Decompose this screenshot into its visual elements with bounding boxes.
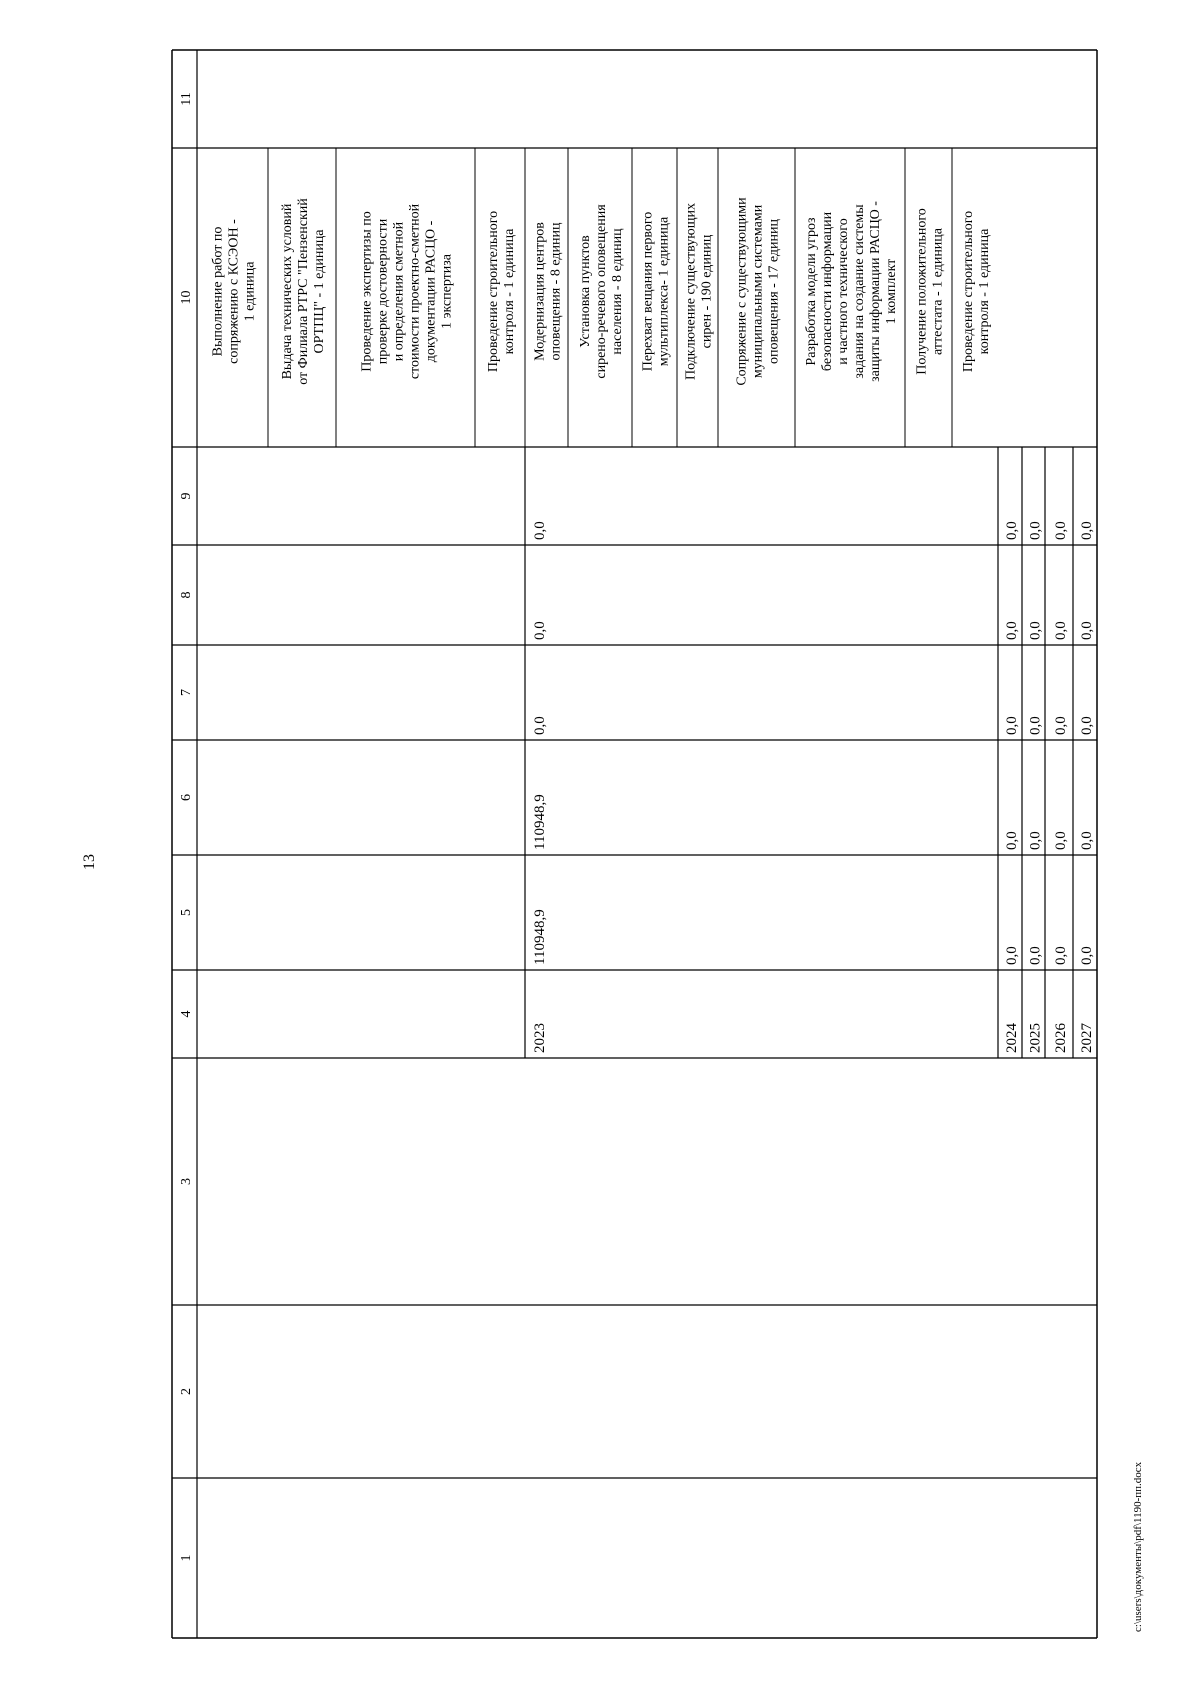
row-2024-col7: 0,0 bbox=[1004, 716, 1020, 735]
row-2026-col6: 0,0 bbox=[1053, 831, 1069, 850]
column-header-1: 1 bbox=[179, 1554, 194, 1562]
row-2023-col5: 110948,9 bbox=[532, 909, 548, 965]
row-2023-col8: 0,0 bbox=[532, 621, 548, 640]
row-2027-year: 2027 bbox=[1079, 1023, 1095, 1053]
event-4-line-1: Проведение строительного bbox=[486, 210, 501, 373]
event-1-line-2: сопряжению с КСЭОН - bbox=[226, 219, 242, 364]
row-2024-col6: 0,0 bbox=[1004, 831, 1020, 850]
row-2023-col7: 0,0 bbox=[532, 716, 548, 735]
row-2027-col5: 0,0 bbox=[1079, 946, 1095, 965]
event-9-line-3: оповещения - 17 единиц bbox=[766, 219, 782, 364]
row-2025-col6: 0,0 bbox=[1027, 831, 1044, 850]
column-header-5: 5 bbox=[179, 909, 194, 916]
event-5-line-1: Модернизация центров bbox=[532, 222, 548, 361]
column-header-7: 7 bbox=[179, 689, 194, 696]
row-2026-col8: 0,0 bbox=[1053, 621, 1069, 640]
row-2025-col8: 0,0 bbox=[1027, 621, 1044, 640]
event-9-line-2: муниципальными системами bbox=[750, 204, 766, 379]
column-header-4: 4 bbox=[179, 1010, 194, 1018]
event-3-line-5: документации РАСЦО - bbox=[423, 220, 439, 363]
row-2024-col5: 0,0 bbox=[1004, 946, 1020, 965]
event-3-line-1: Проведение экспертизы по bbox=[359, 211, 375, 372]
row-2025-col7: 0,0 bbox=[1027, 716, 1044, 735]
row-2025-col5: 0,0 bbox=[1027, 946, 1044, 965]
row-2027-col7: 0,0 bbox=[1079, 716, 1095, 735]
event-4-line-2: контроля - 1 единица bbox=[502, 228, 517, 355]
event-8-line-1: Подключение существующих bbox=[683, 202, 699, 381]
row-2025-col9: 0,0 bbox=[1027, 521, 1044, 540]
event-7-line-2: мультиплекса- 1 единица bbox=[656, 216, 672, 367]
column-header-9: 9 bbox=[179, 492, 194, 500]
row-2023-col9: 0,0 bbox=[532, 521, 548, 540]
column-header-10: 10 bbox=[179, 290, 194, 305]
event-11-line-1: Получение положительного bbox=[914, 208, 930, 375]
row-2026-col5: 0,0 bbox=[1053, 946, 1069, 965]
event-1-line-3: 1 единица bbox=[242, 261, 258, 322]
row-2024-year: 2024 bbox=[1004, 1023, 1020, 1053]
event-3-line-6: 1 экспертиза bbox=[439, 253, 455, 330]
event-10-line-6: 1 комплект bbox=[884, 258, 899, 325]
column-header-2: 2 bbox=[179, 1388, 194, 1395]
row-2027-col8: 0,0 bbox=[1079, 621, 1095, 640]
event-6-line-1: Установка пунктов bbox=[578, 235, 593, 348]
row-2026-col7: 0,0 bbox=[1053, 716, 1069, 735]
row-2023-year: 2023 bbox=[532, 1023, 548, 1053]
column-header-6: 6 bbox=[179, 794, 194, 801]
event-5-line-2: оповещения - 8 единиц bbox=[548, 222, 564, 361]
row-2024-col9: 0,0 bbox=[1004, 521, 1020, 540]
event-2-line-3: ОРТПЦ" - 1 единица bbox=[312, 229, 327, 354]
footer-file-path-text: c:\users\документы\pdf\1190-пп.docx bbox=[1132, 1461, 1144, 1632]
event-6-line-2: сирено-речевого оповещения bbox=[594, 204, 609, 379]
event-3-line-3: и определения сметной bbox=[391, 221, 407, 362]
row-2024-col8: 0,0 bbox=[1004, 621, 1020, 640]
event-2-line-2: от Филиала РТРС "Пензенский bbox=[296, 198, 311, 385]
event-10-line-3: и частного технического bbox=[836, 218, 851, 365]
row-2026-year: 2026 bbox=[1053, 1023, 1069, 1053]
column-header-3: 3 bbox=[179, 1178, 194, 1185]
row-2025-year: 2025 bbox=[1027, 1023, 1044, 1053]
row-2023-col6: 110948,9 bbox=[532, 794, 548, 850]
event-10-line-1: Разработка модели угроз bbox=[804, 217, 819, 366]
event-3-line-4: стоимости проектно-сметной bbox=[407, 203, 423, 380]
row-2027-col9: 0,0 bbox=[1079, 521, 1095, 540]
event-6-line-3: населения - 8 единиц bbox=[610, 228, 625, 355]
column-header-8: 8 bbox=[179, 591, 194, 599]
event-10-line-2: безопасности информации bbox=[820, 211, 835, 372]
row-2026-col9: 0,0 bbox=[1053, 521, 1069, 540]
event-3-line-2: проверке достоверности bbox=[375, 218, 391, 365]
row-2027-col6: 0,0 bbox=[1079, 831, 1095, 850]
event-12-line-1: Проведение строительного bbox=[961, 210, 976, 373]
event-10-line-5: защиты информации РАСЦО - bbox=[868, 201, 883, 382]
event-9-line-1: Сопряжение с существующими bbox=[734, 197, 750, 386]
column-header-11: 11 bbox=[179, 92, 194, 106]
page-number: 13 bbox=[81, 854, 98, 870]
event-2-line-1: Выдача технических условий bbox=[280, 203, 295, 380]
event-8-line-2: сирен - 190 единиц bbox=[699, 234, 715, 349]
event-12-line-2: контроля - 1 единица bbox=[977, 228, 992, 355]
event-11-line-2: аттестата - 1 единица bbox=[930, 227, 946, 356]
event-7-line-1: Перехват вещания первого bbox=[640, 211, 656, 372]
event-1-line-1: Выполнение работ по bbox=[210, 226, 226, 357]
event-10-line-4: задания на создание системы bbox=[852, 204, 867, 379]
